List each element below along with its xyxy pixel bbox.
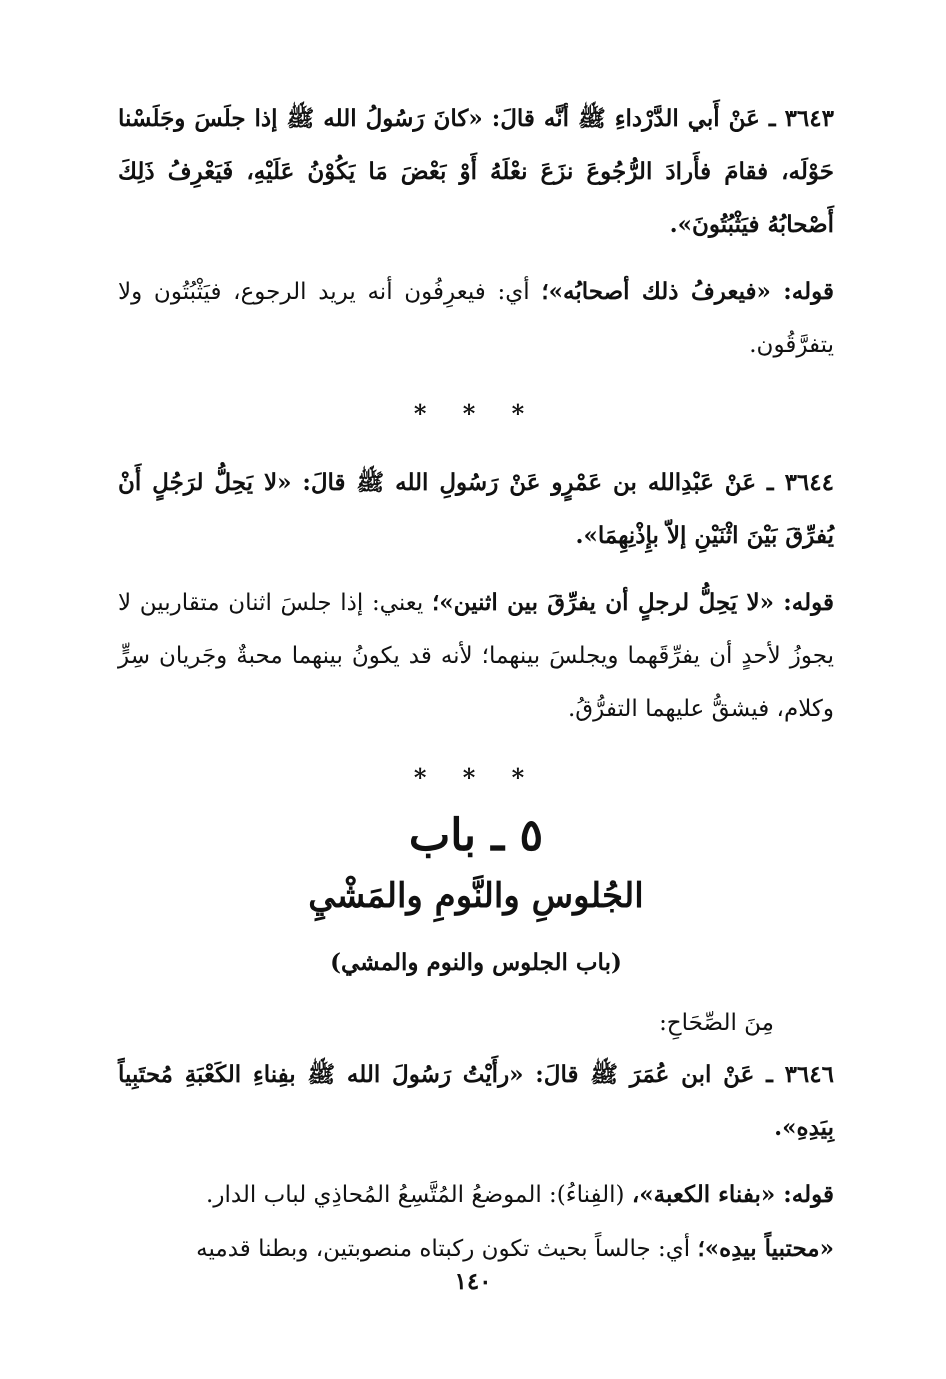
page-number: ١٤٠ — [454, 1268, 492, 1295]
commentary-lead: قوله: «لا يَحِلُّ لرجلٍ أن يفرِّقَ بين اثنين»؛ — [431, 589, 834, 616]
hadith-3644: ٣٦٤٤ ـ عَنْ عَبْدِالله بن عَمْرٍو عَنْ رَسُولِ الله ﷺ قالَ: «لا يَحِلُّ لرَجُلٍ أَنْ يُفرِّقَ بَيْنَ اثْنَيْنِ إلاّ بإِذْنِهِمَا». — [118, 469, 834, 549]
commentary-text: (الفِناءُ): الموضعُ المُتَّسِعُ المُحاذِي لباب الدار. — [206, 1182, 632, 1208]
commentary-3644 — [118, 576, 834, 736]
commentary-text: أي: فيعرِفُون أنه يريد الرجوع، فيَثْبُتُون ولا يتفرَّقُون. — [118, 279, 834, 358]
commentary-lead: قوله: «فيعرفُ ذلك أصحابُه»؛ — [541, 278, 834, 305]
hadith-3643: ٣٦٤٣ ـ عَنْ أَبي الدَّرْداءِ ﷺ أنَّه قالَ: «كانَ رَسُولُ الله ﷺ إذا جلَسَ وجَلَسْنا حَوْلَه، فقامَ فأَرادَ الرُّجُوعَ نزَعَ نعْلَهُ أَوْ بَعْضَ مَا يَكُوْنُ عَلَيْهِ، فَيَعْرِفُ ذَلِكَ أَصْحابُهُ فيَثْبُتُونَ». — [118, 105, 834, 238]
hadith-3646: ٣٦٤٦ ـ عَنْ ابن عُمَرَ ﷺ قالَ: «رأَيْتُ رَسُولَ الله ﷺ بفِناءِ الكَعْبَةِ مُحتَبِياً بِيَدِهِ». — [118, 1061, 834, 1141]
commentary-3646-fina — [118, 1168, 834, 1222]
commentary-lead: «محتبياً بيدِه»؛ — [697, 1235, 834, 1262]
commentary-lead: قوله: «بفناء الكعبة»، — [631, 1181, 834, 1208]
section-separator: * * * — [413, 763, 539, 792]
commentary-text: أي: جالساً بحيث تكون ركبتاه منصوبتين، وبطنا قدميه — [196, 1236, 698, 1262]
chapter-title: الجُلوسِ والنَّومِ والمَشْيِ — [308, 876, 644, 916]
chapter-number: ٥ ـ باب — [408, 810, 544, 861]
page-body — [118, 92, 834, 1276]
commentary-text: يعني: إذا جلسَ اثنان متقاربين لا يجوزُ لأحدٍ أن يفرِّقَهما ويجلسَ بينهما؛ لأنه قد يكونُ بينهما محبةٌ وجَريان سِرٍّ وكلام، فيشقُّ عليهما التفرُّقُ. — [118, 590, 834, 722]
commentary-3643 — [118, 265, 834, 372]
chapter-subtitle: (باب الجلوس والنوم والمشي) — [330, 949, 622, 976]
section-label: مِنَ الصِّحَاحِ: — [659, 1010, 774, 1036]
section-separator: * * * — [413, 399, 539, 428]
